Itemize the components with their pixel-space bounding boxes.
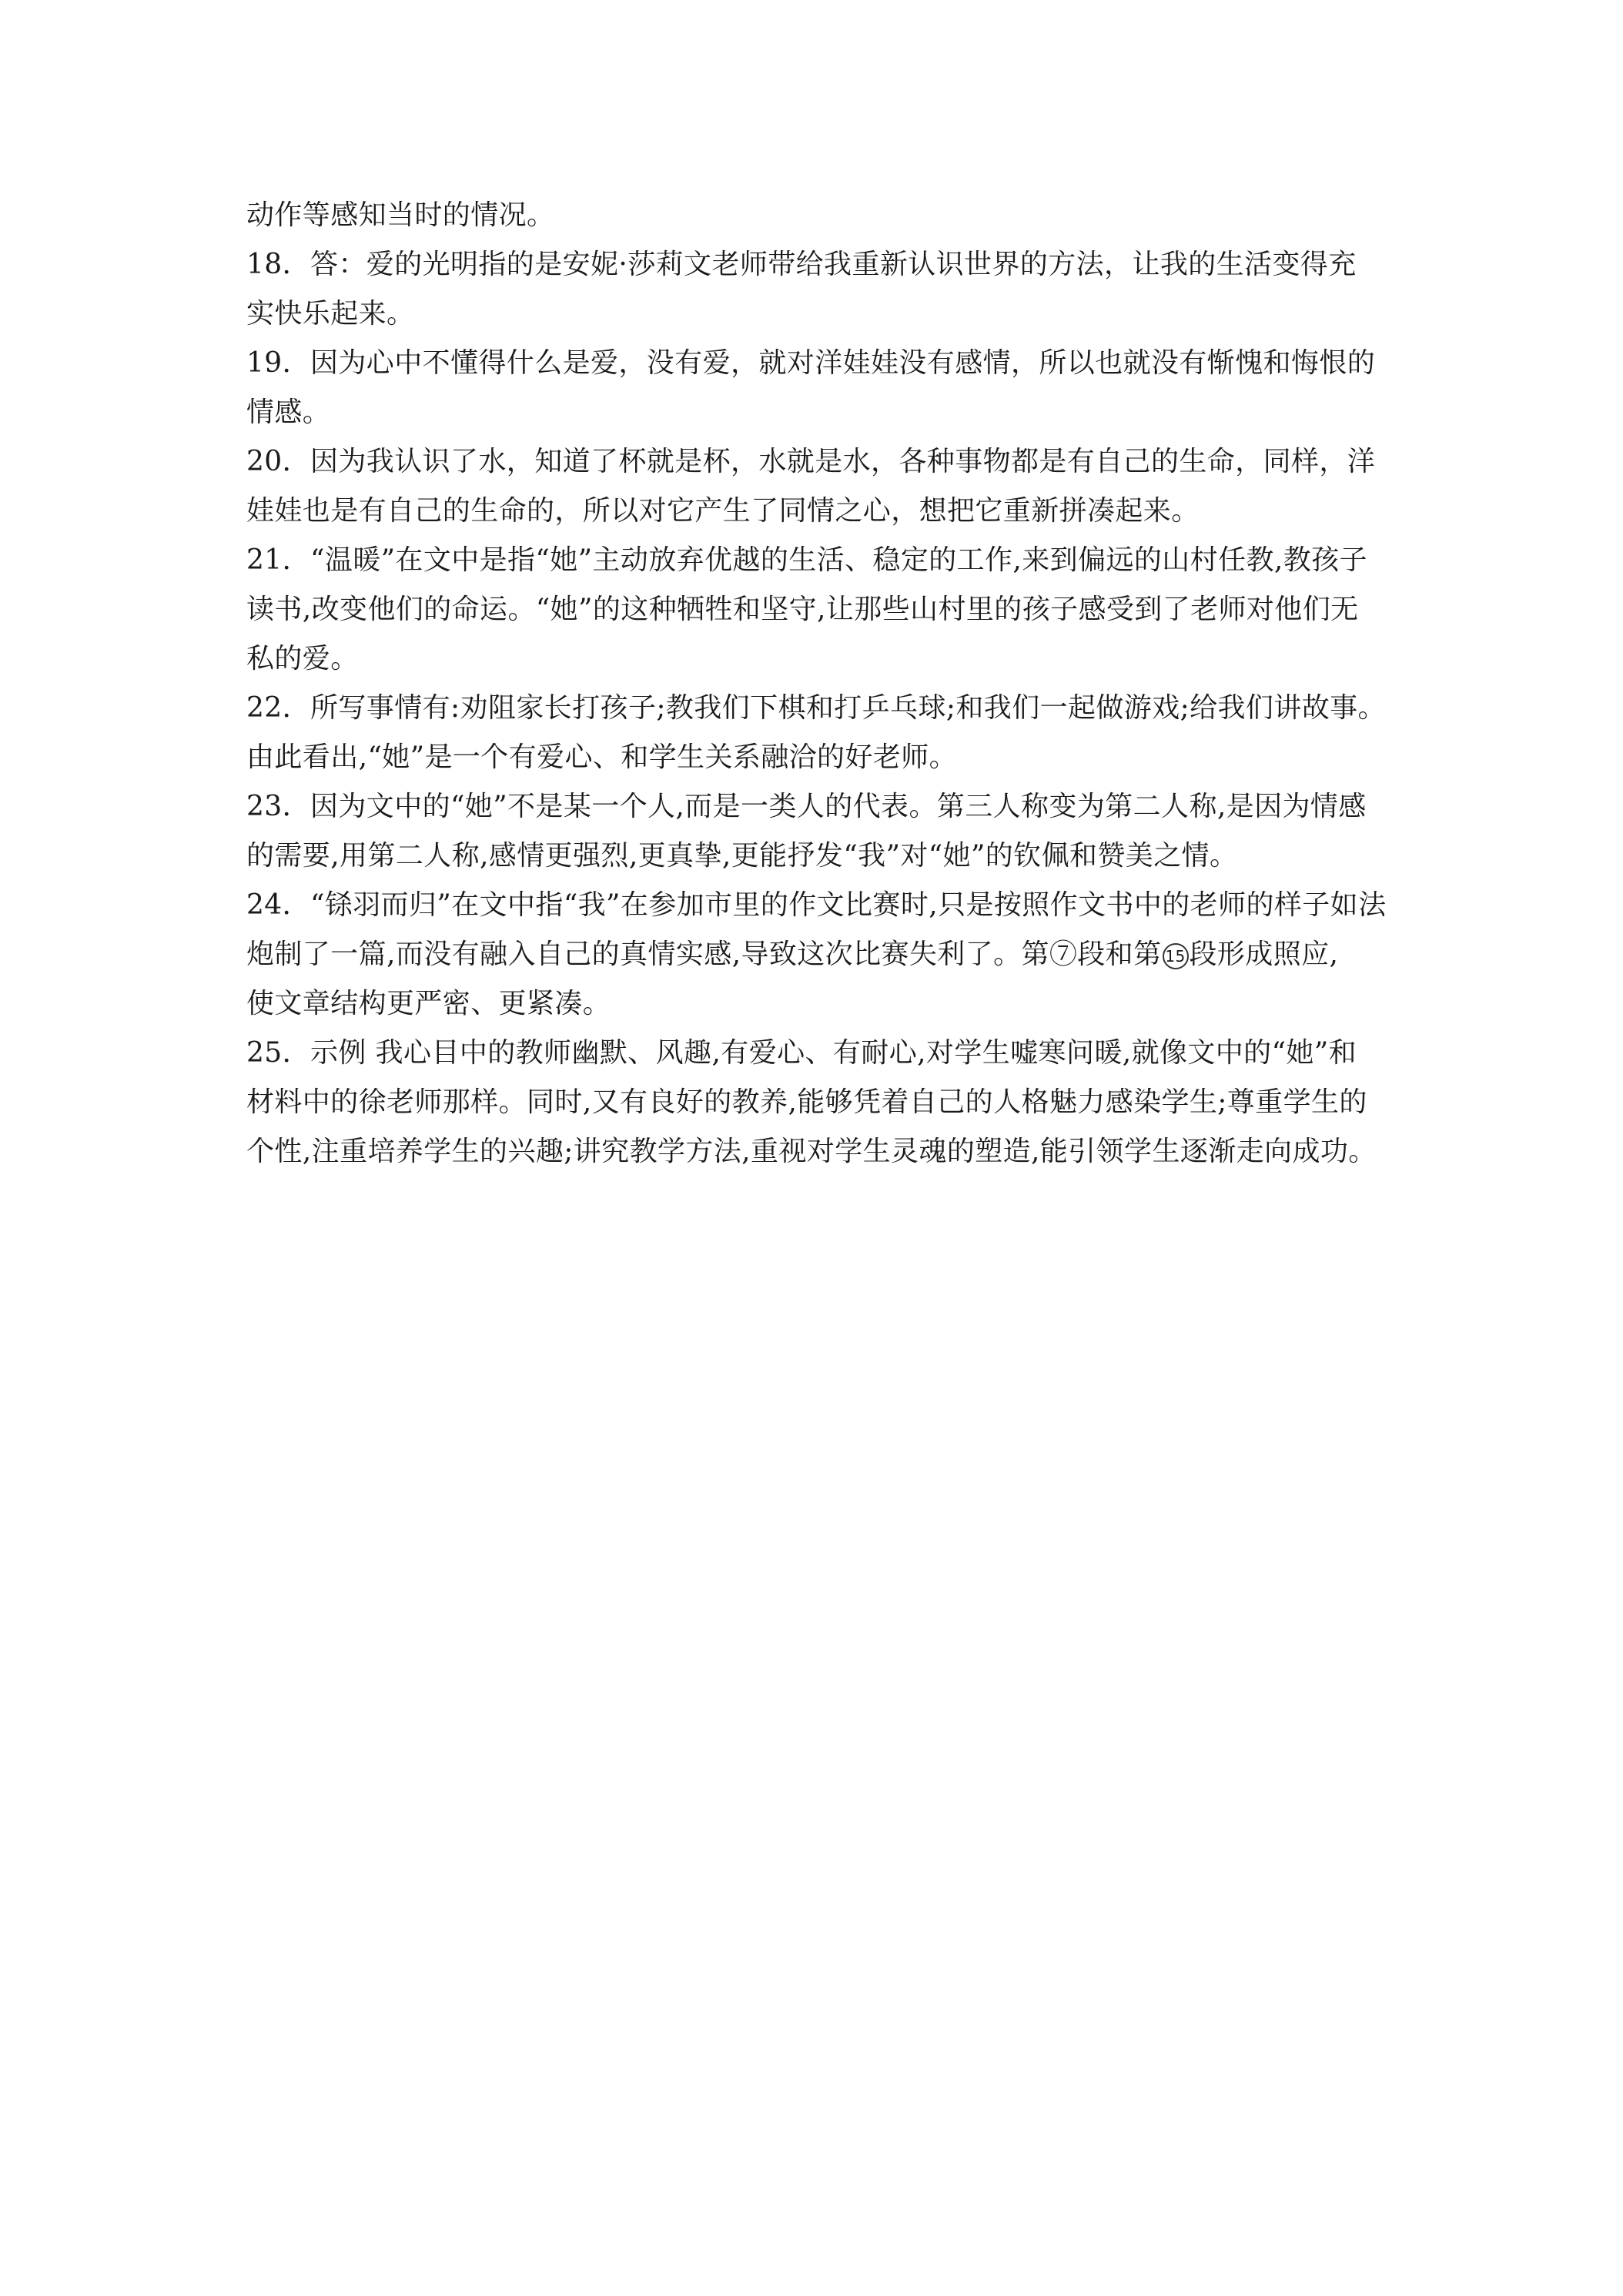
text-line: 私的爱。 [246,643,359,674]
text-line: 20．因为我认识了水，知道了杯就是杯，水就是水，各种事物都是有自己的生命，同样，洋 [246,446,1376,477]
answer-22 [246,684,1386,782]
text-line: 24．“铩羽而归”在文中指“我”在参加市里的作文比赛时,只是按照作文书中的老师的样子如法 [246,889,1387,921]
text-line: 实快乐起来。 [246,298,415,330]
answer-20 [246,437,1386,536]
answer-18 [246,240,1386,339]
text-segment: 炮制了一篇,而没有融入自己的真情实感,导致这次比赛失利了。第⑦段和第 [246,939,1162,970]
answer-24 [246,881,1386,1029]
text-line: 动作等感知当时的情况。 [246,199,555,231]
text-line: 使文章结构更严密、更紧凑。 [246,988,611,1019]
text-line: 材料中的徐老师那样。同时,又有良好的教养,能够凭着自己的人格魅力感染学生;尊重学生的 [246,1086,1367,1118]
text-segment: 段形成照应, [1189,939,1339,970]
text-line: 娃娃也是有自己的生命的，所以对它产生了同情之心，想把它重新拼凑起来。 [246,495,1200,527]
text-line: 读书,改变他们的命运。“她”的这种牺牲和坚守,让那些山村里的孩子感受到了老师对他们无 [246,594,1359,625]
text-line: 22．所写事情有:劝阻家长打孩子;教我们下棋和打乒乓球;和我们一起做游戏;给我们讲故事。 [246,692,1386,724]
text-line: 由此看出,“她”是一个有爱心、和学生关系融洽的好老师。 [246,741,958,773]
text-line [246,930,1386,979]
text-line: 19．因为心中不懂得什么是爱，没有爱，就对洋娃娃没有感情，所以也就没有惭愧和悔恨的 [246,347,1376,379]
answer-25 [246,1029,1386,1176]
answer-23 [246,782,1386,881]
text-line: 情感。 [246,397,331,428]
answer-17-continued [246,191,1386,240]
text-line: 18．答：爱的光明指的是安妮·莎莉文老师带给我重新认识世界的方法，让我的生活变得充 [246,249,1357,280]
answer-19 [246,339,1386,437]
text-line: 个性,注重培养学生的兴趣;讲究教学方法,重视对学生灵魂的塑造,能引领学生逐渐走向成功。 [246,1136,1377,1167]
circled-paragraph-number: 15 [1163,943,1189,969]
text-line: 25．示例 我心目中的教师幽默、风趣,有爱心、有耐心,对学生嘘寒问暖,就像文中的“她”和 [246,1037,1357,1069]
text-line: 23．因为文中的“她”不是某一个人,而是一类人的代表。第三人称变为第二人称,是因为情感 [246,791,1367,822]
text-line: 21．“温暖”在文中是指“她”主动放弃优越的生活、稳定的工作,来到偏远的山村任教,教孩子 [246,544,1367,576]
answer-document [246,191,1386,1176]
text-line: 的需要,用第二人称,感情更强烈,更真挚,更能抒发“我”对“她”的钦佩和赞美之情。 [246,840,1238,872]
answer-21 [246,536,1386,684]
